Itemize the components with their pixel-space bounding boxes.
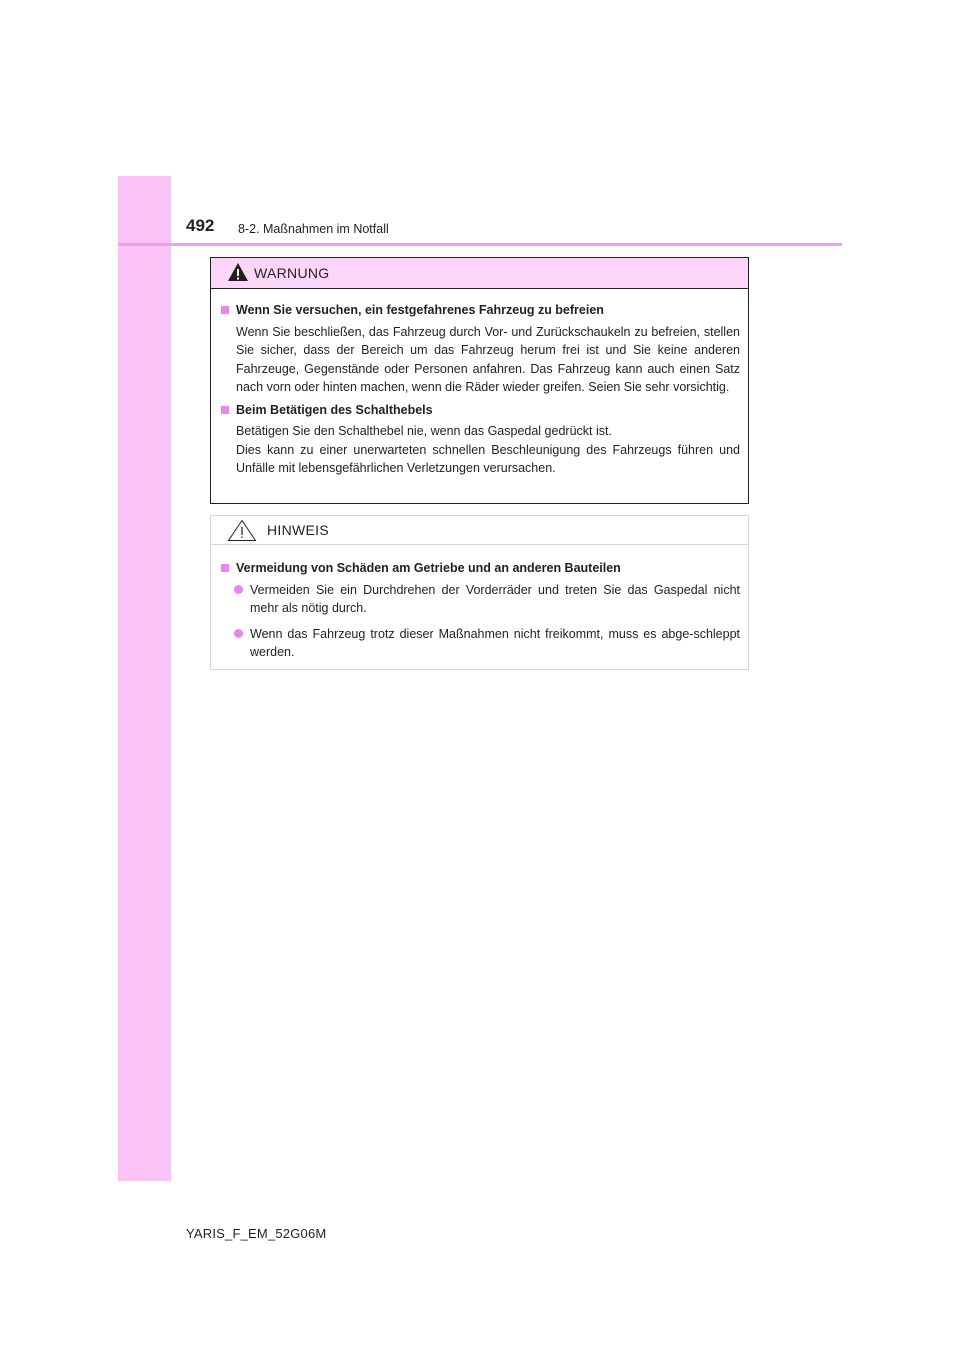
- notice-heading: HINWEIS: [267, 522, 329, 538]
- notice-bullet: Vermeiden Sie ein Durchdrehen der Vorderräder und treten Sie das Gaspedal nicht mehr als nötig durch.: [219, 581, 740, 618]
- square-bullet-icon: [221, 306, 229, 314]
- warning-item-title: Beim Betätigen des Schalthebels: [219, 401, 740, 420]
- square-bullet-icon: [221, 564, 229, 572]
- warning-triangle-icon: [227, 262, 249, 282]
- square-bullet-icon: [221, 406, 229, 414]
- warning-box: [210, 257, 749, 504]
- notice-header: [211, 516, 748, 545]
- warning-item-text: Betätigen Sie den Schalthebel nie, wenn das Gaspedal gedrückt ist. Dies kann zu einer unerwarteten schnellen Beschleunigung des Fahrzeugs führen und Unfälle mit lebensgefährlichen Verletzungen verursachen.: [236, 424, 740, 475]
- warning-item-title: Wenn Sie versuchen, ein festgefahrenes Fahrzeug zu befreien: [219, 301, 740, 320]
- page-number: 492: [186, 216, 215, 235]
- side-strip: [118, 176, 171, 1181]
- notice-bullet: Wenn das Fahrzeug trotz dieser Maßnahmen nicht freikommt, muss es abge-schleppt werden.: [219, 625, 740, 662]
- warning-header: [211, 258, 748, 289]
- warning-heading: WARNUNG: [254, 265, 330, 281]
- document-code: YARIS_F_EM_52G06M: [186, 1226, 327, 1241]
- caution-triangle-icon: [227, 519, 257, 542]
- warning-item-text: Wenn Sie beschließen, das Fahrzeug durch Vor- und Zurückschaukeln zu befreien, stellen Sie sicher, dass der Bereich um das Fahrzeug herum frei ist und Sie keine anderen Fahrzeuge, Gegenstände oder Personen anfahren. Das Fahrzeug kann auch einen Satz nach vorn oder hinten machen, wenn die Räder wieder greifen. Seien Sie sehr vorsichtig.: [236, 324, 740, 394]
- circle-bullet-icon: [234, 585, 243, 594]
- circle-bullet-icon: [234, 629, 243, 638]
- notice-box: [210, 515, 749, 670]
- notice-item-title: Vermeidung von Schäden am Getriebe und an anderen Bauteilen: [219, 559, 740, 578]
- header-rule: [118, 243, 842, 246]
- section-title: 8-2. Maßnahmen im Notfall: [238, 222, 389, 236]
